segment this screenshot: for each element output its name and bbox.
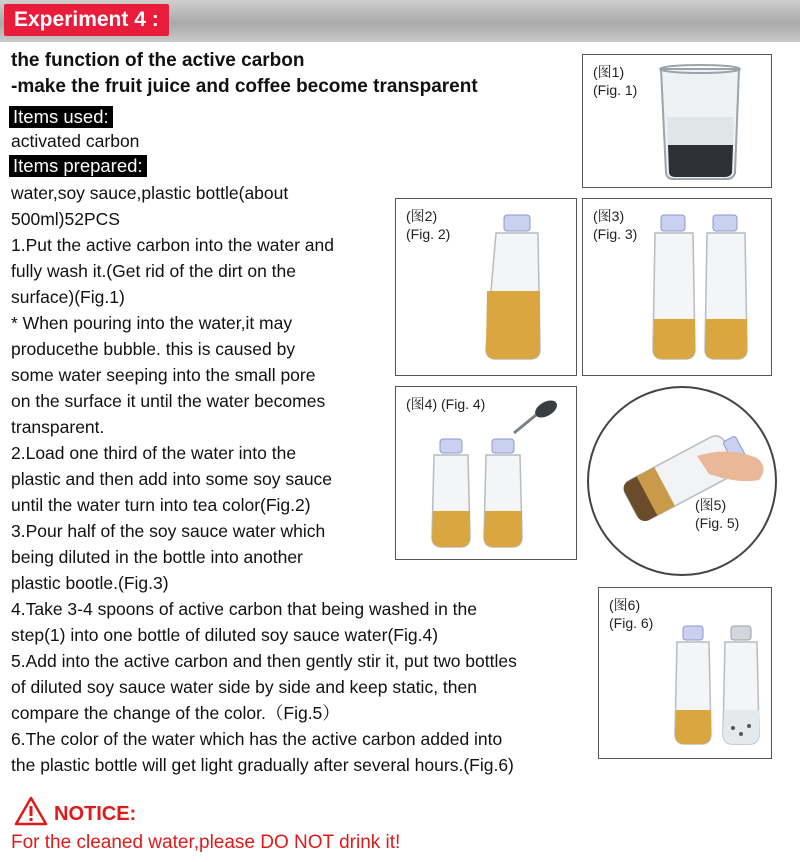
items-used-value: activated carbon	[11, 131, 140, 151]
step-line: producethe bubble. this is caused by	[11, 339, 296, 359]
items-prepared-line-1: water,soy sauce,plastic bottle(about	[11, 183, 289, 203]
figure-1	[582, 54, 772, 188]
items-prepared-line-2: 500ml)52PCS	[11, 209, 120, 229]
experiment-title: Experiment 4 :	[4, 4, 169, 36]
figure-3-caption-cn: (图3)	[593, 208, 625, 224]
step-line: 2.Load one third of the water into the	[11, 443, 297, 463]
step-line: plastic bootle.(Fig.3)	[11, 573, 169, 593]
figure-5-caption-en: (Fig. 5)	[695, 515, 740, 531]
figure-2-caption-cn: (图2)	[406, 208, 438, 224]
step-line: transparent.	[11, 417, 105, 437]
step-line: being diluted in the bottle into another	[11, 547, 303, 567]
figure-5	[587, 386, 777, 576]
figure-6	[598, 587, 772, 759]
intro-line-2: -make the fruit juice and coffee become transparent	[11, 76, 478, 97]
items-used-label: Items used:	[9, 106, 113, 128]
step-line: surface)(Fig.1)	[11, 287, 125, 307]
step-line: 1.Put the active carbon into the water and	[11, 235, 334, 255]
step-line: 3.Pour half of the soy sauce water which	[11, 521, 326, 541]
hand-stirring-bottle-image	[589, 388, 775, 574]
step-line: on the surface it until the water becomes	[11, 391, 326, 411]
figure-4-caption: (图4) (Fig. 4)	[406, 396, 486, 412]
step-line: step(1) into one bottle of diluted soy sauce water(Fig.4)	[11, 625, 439, 645]
notice-text: For the cleaned water,please DO NOT drink it!	[11, 832, 401, 853]
figure-6-caption-en: (Fig. 6)	[609, 615, 654, 631]
figure-3	[582, 198, 772, 376]
figure-1-caption-cn: (图1)	[593, 64, 625, 80]
intro-line-1: the function of the active carbon	[11, 50, 305, 71]
step-line: some water seeping into the small pore	[11, 365, 316, 385]
figure-5-caption-cn: (图5)	[695, 497, 727, 513]
step-line: plastic and then add into some soy sauce	[11, 469, 333, 489]
figure-6-caption-cn: (图6)	[609, 597, 641, 613]
step-line: compare the change of the color.（Fig.5）	[11, 703, 340, 723]
figure-2	[395, 198, 577, 376]
step-line: 4.Take 3-4 spoons of active carbon that being washed in the	[11, 599, 477, 619]
step-line: fully wash it.(Get rid of the dirt on the	[11, 261, 296, 281]
step-line: the plastic bottle will get light gradually after several hours.(Fig.6)	[11, 755, 514, 775]
figure-3-caption-en: (Fig. 3)	[593, 226, 638, 242]
figure-4	[395, 386, 577, 560]
notice-title: NOTICE:	[54, 803, 137, 825]
figure-1-caption-en: (Fig. 1)	[593, 82, 638, 98]
step-line: of diluted soy sauce water side by side and keep static, then	[11, 677, 477, 697]
header-bar	[0, 0, 800, 42]
step-line: 5.Add into the active carbon and then gently stir it, put two bottles	[11, 651, 517, 671]
warning-triangle-icon	[14, 796, 48, 826]
step-line: 6.The color of the water which has the active carbon added into	[11, 729, 503, 749]
items-prepared-label: Items prepared:	[9, 155, 147, 177]
figure-2-caption-en: (Fig. 2)	[406, 226, 451, 242]
step-line: * When pouring into the water,it may	[11, 313, 293, 333]
step-line: until the water turn into tea color(Fig.2)	[11, 495, 311, 515]
